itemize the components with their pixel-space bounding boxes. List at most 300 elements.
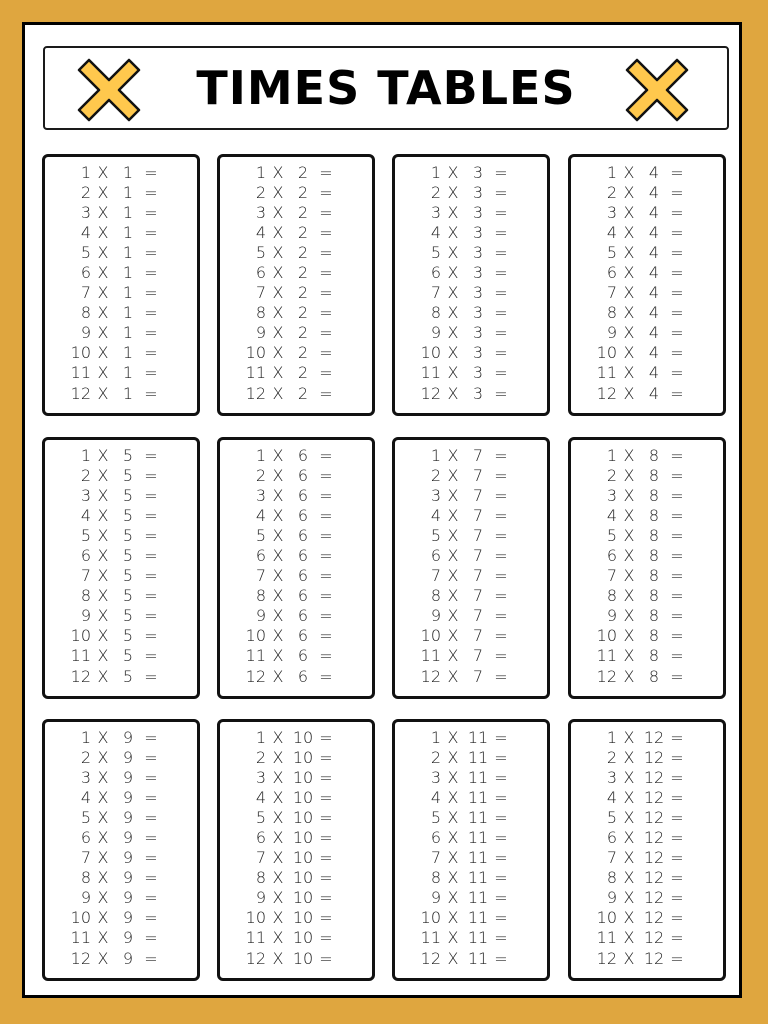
multiplicand: 12 <box>70 383 91 403</box>
equation-row <box>395 465 547 485</box>
multiplier: 8 <box>648 666 660 686</box>
multiplicand: 7 <box>255 283 266 303</box>
multiplier: 10 <box>292 807 314 827</box>
equals-sign: = <box>144 586 158 606</box>
equation-row <box>45 162 197 182</box>
multiplicand: 5 <box>430 807 441 827</box>
equals-sign: = <box>319 445 333 465</box>
multiplicand: 7 <box>255 848 266 868</box>
equals-sign: = <box>319 888 333 908</box>
equation-row <box>395 566 547 586</box>
multiplier: 6 <box>297 505 309 525</box>
times-sign: X <box>623 303 635 323</box>
equals-sign: = <box>144 546 158 566</box>
equation-row <box>571 787 723 807</box>
multiplicand: 3 <box>606 767 617 787</box>
equation-row <box>571 323 723 343</box>
equation-row <box>220 202 372 222</box>
equals-sign: = <box>494 182 508 202</box>
equation-row <box>220 363 372 383</box>
multiplicand: 11 <box>245 363 266 383</box>
multiplicand: 2 <box>606 747 617 767</box>
times-sign: X <box>97 828 109 848</box>
multiplicand: 8 <box>606 868 617 888</box>
multiplier: 3 <box>472 162 484 182</box>
equals-sign: = <box>144 485 158 505</box>
multiplier: 3 <box>472 363 484 383</box>
equation-row <box>571 948 723 968</box>
multiplier: 2 <box>297 343 309 363</box>
times-sign: X <box>447 485 459 505</box>
multiplicand: 8 <box>255 303 266 323</box>
times-sign: X <box>272 525 284 545</box>
equation-row <box>395 666 547 686</box>
equals-sign: = <box>144 666 158 686</box>
equals-sign: = <box>494 626 508 646</box>
equals-sign: = <box>319 566 333 586</box>
multiplicand: 9 <box>430 888 441 908</box>
equation-row <box>571 545 723 565</box>
times-sign: X <box>97 727 109 747</box>
multiplicand: 12 <box>70 948 91 968</box>
times-sign: X <box>623 767 635 787</box>
multiplicand: 12 <box>245 383 266 403</box>
equals-sign: = <box>494 747 508 767</box>
times-sign: X <box>447 505 459 525</box>
times-sign: X <box>623 182 635 202</box>
times-sign: X <box>97 263 109 283</box>
equation-row <box>220 242 372 262</box>
multiplier: 5 <box>122 566 134 586</box>
equals-sign: = <box>319 505 333 525</box>
multiplicand: 7 <box>255 566 266 586</box>
equals-sign: = <box>494 162 508 182</box>
times-table-card <box>392 437 550 699</box>
multiplier: 7 <box>472 566 484 586</box>
times-sign: X <box>623 948 635 968</box>
multiplier: 3 <box>472 263 484 283</box>
multiplier: 9 <box>122 787 134 807</box>
times-sign: X <box>447 162 459 182</box>
multiplicand: 3 <box>606 202 617 222</box>
multiplier: 1 <box>122 303 134 323</box>
multiplicand: 2 <box>430 182 441 202</box>
multiplicand: 6 <box>430 263 441 283</box>
multiplier: 12 <box>643 888 665 908</box>
equation-row <box>220 767 372 787</box>
multiplier: 7 <box>472 626 484 646</box>
multiplier: 7 <box>472 646 484 666</box>
times-sign: X <box>272 646 284 666</box>
equals-sign: = <box>319 606 333 626</box>
equation-row <box>220 222 372 242</box>
equals-sign: = <box>670 747 684 767</box>
multiplicand: 9 <box>255 606 266 626</box>
multiplier: 11 <box>467 848 489 868</box>
multiplicand: 1 <box>430 445 441 465</box>
times-sign: X <box>272 807 284 827</box>
equation-row <box>395 383 547 403</box>
equals-sign: = <box>670 445 684 465</box>
equation-row <box>571 566 723 586</box>
multiplicand: 7 <box>80 848 91 868</box>
equation-row <box>220 343 372 363</box>
multiplicand: 12 <box>596 948 617 968</box>
equation-row <box>395 283 547 303</box>
equation-row <box>571 445 723 465</box>
equation-row <box>571 807 723 827</box>
multiplicand: 4 <box>80 505 91 525</box>
times-sign: X <box>97 283 109 303</box>
equation-row <box>220 283 372 303</box>
times-sign: X <box>272 323 284 343</box>
equation-row <box>220 747 372 767</box>
equals-sign: = <box>494 586 508 606</box>
times-sign: X <box>623 505 635 525</box>
multiplicand: 9 <box>606 606 617 626</box>
equation-row <box>45 566 197 586</box>
equation-row <box>395 445 547 465</box>
times-sign: X <box>272 546 284 566</box>
equals-sign: = <box>494 888 508 908</box>
times-sign: X <box>272 908 284 928</box>
times-sign: X <box>272 445 284 465</box>
multiplicand: 11 <box>596 363 617 383</box>
times-sign: X <box>447 586 459 606</box>
equation-row <box>395 182 547 202</box>
equation-row <box>220 545 372 565</box>
multiplier: 4 <box>648 343 660 363</box>
equals-sign: = <box>319 263 333 283</box>
multiplier: 10 <box>292 868 314 888</box>
times-sign: X <box>97 888 109 908</box>
equation-row <box>45 787 197 807</box>
multiplier: 11 <box>467 868 489 888</box>
x-mark-icon <box>623 56 691 124</box>
times-sign: X <box>447 606 459 626</box>
multiplicand: 6 <box>606 263 617 283</box>
multiplicand: 10 <box>245 626 266 646</box>
multiplicand: 3 <box>606 485 617 505</box>
times-sign: X <box>623 383 635 403</box>
multiplier: 9 <box>122 767 134 787</box>
multiplier: 4 <box>648 263 660 283</box>
equals-sign: = <box>670 383 684 403</box>
equation-row <box>395 586 547 606</box>
equation-row <box>571 928 723 948</box>
multiplicand: 10 <box>420 626 441 646</box>
multiplier: 7 <box>472 465 484 485</box>
times-sign: X <box>97 868 109 888</box>
multiplier: 6 <box>297 586 309 606</box>
equation-row <box>45 767 197 787</box>
equals-sign: = <box>144 828 158 848</box>
times-sign: X <box>97 606 109 626</box>
times-sign: X <box>447 445 459 465</box>
times-sign: X <box>272 626 284 646</box>
multiplier: 9 <box>122 928 134 948</box>
multiplier: 6 <box>297 485 309 505</box>
equals-sign: = <box>670 162 684 182</box>
equation-row <box>220 727 372 747</box>
times-sign: X <box>97 807 109 827</box>
times-sign: X <box>272 727 284 747</box>
equals-sign: = <box>670 868 684 888</box>
multiplier: 8 <box>648 485 660 505</box>
equals-sign: = <box>494 525 508 545</box>
times-sign: X <box>97 566 109 586</box>
multiplier: 12 <box>643 807 665 827</box>
equation-row <box>45 182 197 202</box>
equation-row <box>395 727 547 747</box>
times-sign: X <box>97 202 109 222</box>
equation-row <box>45 626 197 646</box>
multiplicand: 8 <box>430 303 441 323</box>
multiplicand: 11 <box>420 646 441 666</box>
multiplicand: 1 <box>606 445 617 465</box>
multiplier: 8 <box>648 606 660 626</box>
times-table-card <box>392 719 550 981</box>
equals-sign: = <box>670 283 684 303</box>
multiplicand: 6 <box>255 546 266 566</box>
equals-sign: = <box>494 465 508 485</box>
times-sign: X <box>447 646 459 666</box>
times-sign: X <box>623 222 635 242</box>
times-sign: X <box>623 263 635 283</box>
equals-sign: = <box>144 566 158 586</box>
equals-sign: = <box>144 303 158 323</box>
multiplicand: 11 <box>245 646 266 666</box>
multiplier: 12 <box>643 747 665 767</box>
equation-row <box>395 202 547 222</box>
equation-row <box>571 262 723 282</box>
equation-row <box>45 948 197 968</box>
multiplicand: 4 <box>606 505 617 525</box>
equals-sign: = <box>144 948 158 968</box>
equals-sign: = <box>670 263 684 283</box>
equals-sign: = <box>144 162 158 182</box>
multiplicand: 1 <box>606 727 617 747</box>
equals-sign: = <box>494 848 508 868</box>
equation-row <box>45 465 197 485</box>
equals-sign: = <box>670 787 684 807</box>
times-sign: X <box>447 566 459 586</box>
times-sign: X <box>272 485 284 505</box>
times-sign: X <box>97 222 109 242</box>
times-sign: X <box>623 888 635 908</box>
equation-row <box>571 586 723 606</box>
multiplier: 1 <box>122 323 134 343</box>
multiplier: 5 <box>122 465 134 485</box>
multiplicand: 8 <box>430 586 441 606</box>
times-sign: X <box>447 948 459 968</box>
equation-row <box>571 303 723 323</box>
equals-sign: = <box>144 363 158 383</box>
multiplier: 6 <box>297 445 309 465</box>
times-table-card <box>42 437 200 699</box>
multiplicand: 7 <box>430 566 441 586</box>
equals-sign: = <box>319 908 333 928</box>
times-sign: X <box>447 383 459 403</box>
equals-sign: = <box>670 888 684 908</box>
times-sign: X <box>97 848 109 868</box>
multiplicand: 5 <box>80 807 91 827</box>
times-sign: X <box>623 646 635 666</box>
times-sign: X <box>623 908 635 928</box>
multiplicand: 3 <box>80 202 91 222</box>
multiplicand: 7 <box>606 283 617 303</box>
equals-sign: = <box>494 566 508 586</box>
equals-sign: = <box>319 182 333 202</box>
multiplier: 2 <box>297 303 309 323</box>
equation-row <box>45 646 197 666</box>
multiplier: 8 <box>648 586 660 606</box>
multiplicand: 5 <box>606 807 617 827</box>
multiplicand: 10 <box>245 343 266 363</box>
equals-sign: = <box>144 383 158 403</box>
multiplier: 1 <box>122 242 134 262</box>
equals-sign: = <box>144 908 158 928</box>
times-sign: X <box>623 566 635 586</box>
multiplier: 7 <box>472 586 484 606</box>
times-sign: X <box>272 666 284 686</box>
equation-row <box>395 948 547 968</box>
equals-sign: = <box>494 868 508 888</box>
times-sign: X <box>447 787 459 807</box>
multiplier: 11 <box>467 807 489 827</box>
multiplier: 8 <box>648 646 660 666</box>
multiplicand: 11 <box>420 928 441 948</box>
equals-sign: = <box>319 948 333 968</box>
equals-sign: = <box>494 383 508 403</box>
times-table-card <box>392 154 550 416</box>
equation-row <box>220 182 372 202</box>
equation-row <box>220 485 372 505</box>
multiplier: 3 <box>472 343 484 363</box>
multiplicand: 12 <box>70 666 91 686</box>
equation-row <box>45 666 197 686</box>
times-sign: X <box>447 747 459 767</box>
multiplicand: 6 <box>80 828 91 848</box>
equals-sign: = <box>670 222 684 242</box>
equation-row <box>220 888 372 908</box>
multiplicand: 3 <box>255 202 266 222</box>
multiplicand: 11 <box>70 646 91 666</box>
multiplicand: 4 <box>606 787 617 807</box>
multiplicand: 9 <box>255 888 266 908</box>
multiplier: 2 <box>297 383 309 403</box>
multiplier: 4 <box>648 283 660 303</box>
equals-sign: = <box>319 646 333 666</box>
multiplier: 8 <box>648 566 660 586</box>
equals-sign: = <box>670 525 684 545</box>
multiplicand: 12 <box>420 383 441 403</box>
multiplicand: 5 <box>430 525 441 545</box>
times-sign: X <box>623 787 635 807</box>
multiplier: 10 <box>292 787 314 807</box>
equation-row <box>45 202 197 222</box>
equals-sign: = <box>494 908 508 928</box>
multiplier: 2 <box>297 182 309 202</box>
times-table-card <box>42 719 200 981</box>
multiplicand: 11 <box>70 363 91 383</box>
times-table-card <box>217 719 375 981</box>
times-sign: X <box>623 445 635 465</box>
times-sign: X <box>272 222 284 242</box>
equation-row <box>220 162 372 182</box>
times-sign: X <box>97 303 109 323</box>
multiplier: 8 <box>648 626 660 646</box>
times-sign: X <box>272 586 284 606</box>
times-sign: X <box>272 263 284 283</box>
equals-sign: = <box>494 646 508 666</box>
times-sign: X <box>623 828 635 848</box>
equals-sign: = <box>670 242 684 262</box>
equals-sign: = <box>144 767 158 787</box>
equals-sign: = <box>670 586 684 606</box>
multiplier: 4 <box>648 182 660 202</box>
multiplicand: 7 <box>606 566 617 586</box>
equation-row <box>571 182 723 202</box>
multiplicand: 5 <box>255 525 266 545</box>
equation-row <box>220 948 372 968</box>
times-sign: X <box>272 363 284 383</box>
equation-row <box>220 908 372 928</box>
times-sign: X <box>272 283 284 303</box>
equals-sign: = <box>144 626 158 646</box>
multiplicand: 4 <box>606 222 617 242</box>
equals-sign: = <box>670 182 684 202</box>
times-sign: X <box>447 848 459 868</box>
equals-sign: = <box>670 727 684 747</box>
equation-row <box>45 586 197 606</box>
equals-sign: = <box>319 525 333 545</box>
multiplier: 12 <box>643 868 665 888</box>
multiplicand: 7 <box>80 283 91 303</box>
times-sign: X <box>447 928 459 948</box>
times-sign: X <box>272 566 284 586</box>
times-sign: X <box>97 546 109 566</box>
times-sign: X <box>97 343 109 363</box>
multiplier: 11 <box>467 948 489 968</box>
multiplier: 2 <box>297 202 309 222</box>
equals-sign: = <box>670 626 684 646</box>
multiplier: 9 <box>122 868 134 888</box>
equation-row <box>571 727 723 747</box>
equation-row <box>395 767 547 787</box>
equals-sign: = <box>494 928 508 948</box>
equals-sign: = <box>670 323 684 343</box>
multiplier: 9 <box>122 828 134 848</box>
multiplier: 7 <box>472 445 484 465</box>
times-sign: X <box>97 465 109 485</box>
equals-sign: = <box>670 606 684 626</box>
multiplicand: 4 <box>80 222 91 242</box>
multiplier: 5 <box>122 586 134 606</box>
multiplicand: 1 <box>255 445 266 465</box>
equals-sign: = <box>144 807 158 827</box>
multiplier: 9 <box>122 948 134 968</box>
multiplier: 10 <box>292 828 314 848</box>
times-sign: X <box>447 868 459 888</box>
equation-row <box>395 485 547 505</box>
multiplier: 3 <box>472 242 484 262</box>
equals-sign: = <box>319 767 333 787</box>
multiplicand: 4 <box>80 787 91 807</box>
equals-sign: = <box>494 303 508 323</box>
equation-row <box>45 303 197 323</box>
equals-sign: = <box>670 948 684 968</box>
